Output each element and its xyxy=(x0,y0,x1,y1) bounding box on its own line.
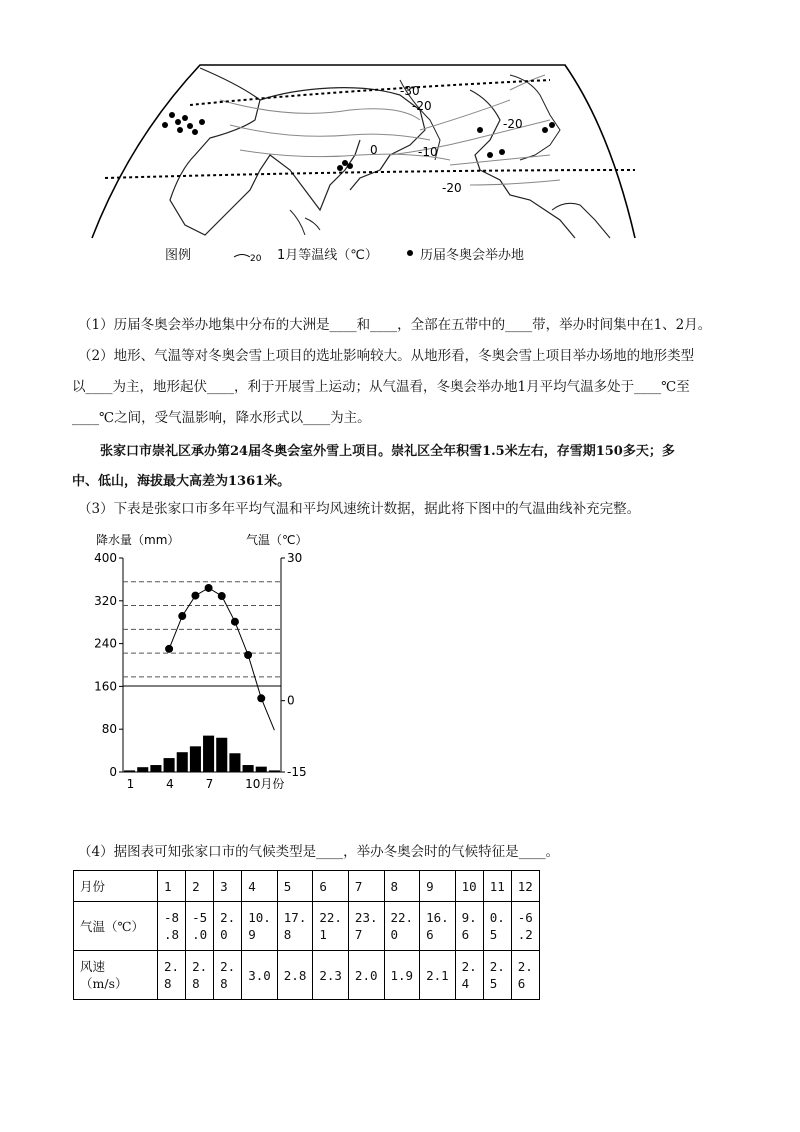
map-legend xyxy=(165,244,191,263)
temperature-point xyxy=(218,592,226,600)
temperature-point xyxy=(165,645,173,653)
table-cell: -6 .2 xyxy=(511,902,539,951)
question-2-line-2: 以____为主，地形起伏____，利于开展雪上运动；从气温看，冬奥会举办地1月平均气温多处于____℃至 xyxy=(72,379,690,395)
precipitation-bar xyxy=(216,738,227,772)
question-2-line-3: ____℃之间，受气温影响，降水形式以____为主。 xyxy=(72,410,371,426)
temperature-point xyxy=(244,651,252,659)
table-row-header: 月份 xyxy=(74,871,158,902)
table-cell: 2. 8 xyxy=(214,951,242,1000)
legend-dot-label: 历届冬奥会举办地 xyxy=(420,248,525,263)
climate-chart xyxy=(88,528,328,798)
isotherm-label: -20 xyxy=(412,99,432,113)
table-cell: 2. 8 xyxy=(186,951,214,1000)
table-cell: 17. 8 xyxy=(277,902,313,951)
isotherm-sample-icon xyxy=(232,248,272,264)
table-cell: 2 xyxy=(186,871,214,902)
question-2-line-1: （2）地形、气温等对冬奥会雪上项目的选址影响较大。从地形看，冬奥会雪上项目举办场地的地形类型 xyxy=(78,348,695,364)
table-cell: 16. 6 xyxy=(420,902,456,951)
left-tick-label: 160 xyxy=(94,679,117,694)
right-tick-label: 0 xyxy=(287,693,295,708)
precipitation-bar xyxy=(256,767,267,772)
table-cell: 22. 1 xyxy=(313,902,349,951)
table-cell: 23. 7 xyxy=(348,902,384,951)
right-tick-label: -15 xyxy=(287,765,307,779)
temperature-point xyxy=(191,592,199,600)
question-1: （1）历届冬奥会举办地集中分布的大洲是____和____，全部在五带中的____带，举办时间集中在1、2月。 xyxy=(78,317,712,333)
left-tick-label: 320 xyxy=(94,593,117,608)
temperature-point xyxy=(205,584,213,592)
table-cell: 9 xyxy=(420,871,456,902)
world-map xyxy=(90,60,650,245)
temperature-point xyxy=(178,612,186,620)
isotherm-label: -10 xyxy=(418,145,438,159)
left-axis-label: 降水量（mm） xyxy=(96,533,180,547)
table-cell: 7 xyxy=(348,871,384,902)
table-cell: -8 .8 xyxy=(158,902,186,951)
precipitation-bar xyxy=(150,765,161,772)
table-cell: 2. 8 xyxy=(158,951,186,1000)
table-cell: 1 xyxy=(158,871,186,902)
isotherm-label: 0 xyxy=(370,143,378,157)
isotherm-label: -20 xyxy=(442,181,462,195)
x-tick-label: 1 xyxy=(126,777,135,791)
precipitation-bar xyxy=(177,752,188,772)
left-tick-label: 240 xyxy=(94,636,117,651)
right-axis-label: 气温（℃） xyxy=(246,533,308,547)
legend-isotherm-label: 1月等温线（℃） xyxy=(277,248,378,263)
temperature-point xyxy=(257,694,265,702)
table-cell: 11 xyxy=(483,871,511,902)
table-cell: 2. 0 xyxy=(214,902,242,951)
question-4: （4）据图表可知张家口市的气候类型是____，举办冬奥会时的气候特征是____。 xyxy=(78,844,560,860)
x-tick-label: 4 xyxy=(166,777,174,791)
temperature-point xyxy=(231,618,239,626)
host-dot-icon xyxy=(407,250,413,256)
table-cell: 3.0 xyxy=(242,951,278,1000)
table-cell: 2.3 xyxy=(313,951,349,1000)
precipitation-bar xyxy=(269,770,280,772)
table-cell: 2.1 xyxy=(420,951,456,1000)
temperature-curve xyxy=(169,588,274,730)
right-tick-label: 30 xyxy=(287,551,303,565)
legend-prefix: 图例 xyxy=(165,248,192,263)
isotherm-label: -20 xyxy=(503,117,523,131)
table-cell: -5 .0 xyxy=(186,902,214,951)
table-cell: 2.8 xyxy=(277,951,313,1000)
table-cell: 5 xyxy=(277,871,313,902)
precipitation-bar xyxy=(190,746,201,772)
table-cell: 9. 6 xyxy=(455,902,483,951)
left-tick-label: 400 xyxy=(94,551,117,565)
precipitation-bar xyxy=(164,758,175,772)
climate-data-table xyxy=(73,870,540,1000)
table-cell: 2. 5 xyxy=(483,951,511,1000)
isotherm-label: -30 xyxy=(400,84,420,98)
precipitation-bar xyxy=(203,736,214,772)
left-tick-label: 0 xyxy=(109,765,117,779)
table-row-header: 气温（℃） xyxy=(74,902,158,951)
table-cell: 10. 9 xyxy=(242,902,278,951)
passage-line-1: 张家口市崇礼区承办第24届冬奥会室外雪上项目。崇礼区全年积雪1.5米左右，存雪期150多天；多 xyxy=(100,444,675,459)
precipitation-bar xyxy=(229,753,240,772)
table-row-header: 风速 （m/s） xyxy=(74,951,158,1000)
table-row-temperature xyxy=(74,902,540,951)
table-cell: 2. 6 xyxy=(511,951,539,1000)
table-cell: 8 xyxy=(384,871,420,902)
table-cell: 22. 0 xyxy=(384,902,420,951)
x-tick-label: 7 xyxy=(205,777,214,791)
table-cell: 3 xyxy=(214,871,242,902)
precipitation-bar xyxy=(124,770,135,772)
table-row-wind xyxy=(74,951,540,1000)
passage-line-2: 中、低山，海拔最大高差为1361米。 xyxy=(72,474,291,489)
table-cell: 0. 5 xyxy=(483,902,511,951)
table-cell: 2. 4 xyxy=(455,951,483,1000)
table-cell: 6 xyxy=(313,871,349,902)
table-cell: 1.9 xyxy=(384,951,420,1000)
x-tick-label: 10月份 xyxy=(245,777,285,791)
precipitation-bar xyxy=(137,767,148,772)
table-cell: 2.0 xyxy=(348,951,384,1000)
left-tick-label: 80 xyxy=(101,722,117,737)
question-3: （3）下表是张家口市多年平均气温和平均风速统计数据，据此将下图中的气温曲线补充完整。 xyxy=(78,501,641,517)
precipitation-bar xyxy=(243,765,254,772)
legend-line-sample: 20 xyxy=(250,254,262,264)
table-row-month xyxy=(74,871,540,902)
table-cell: 10 xyxy=(455,871,483,902)
table-cell: 4 xyxy=(242,871,278,902)
table-cell: 12 xyxy=(511,871,539,902)
